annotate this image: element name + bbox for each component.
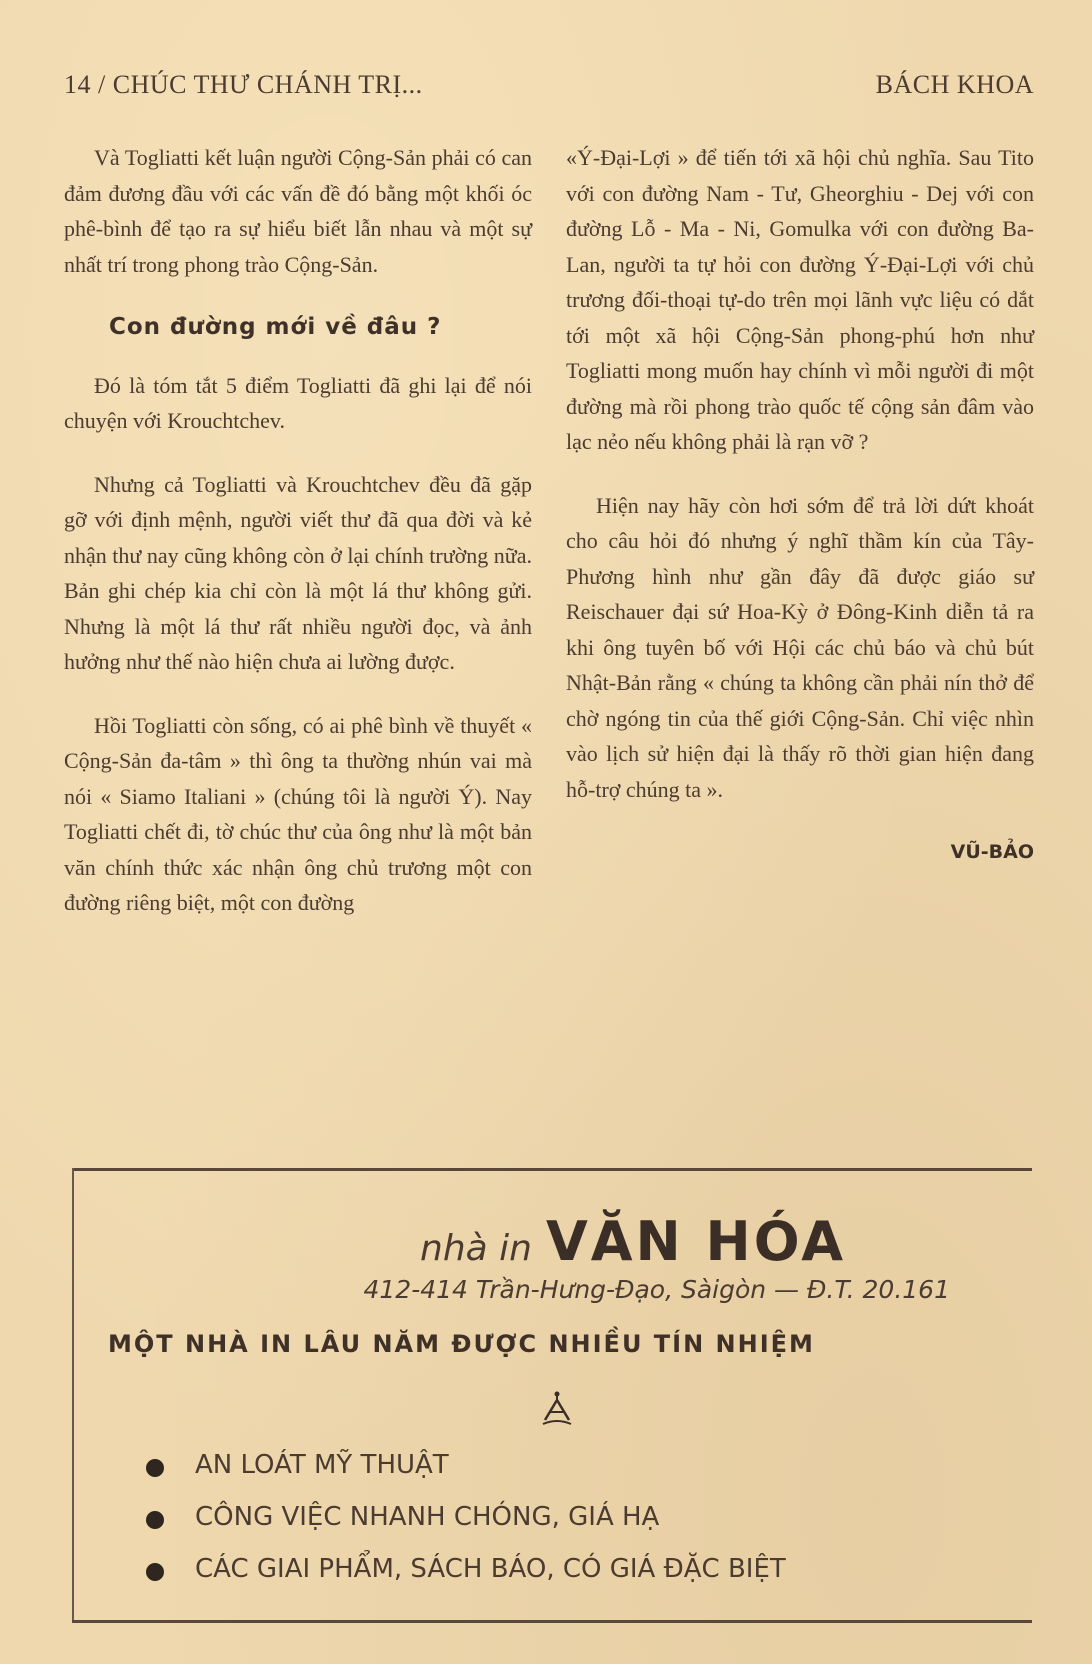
list-item-label: CÔNG VIỆC NHANH CHÓNG, GIÁ HẠ: [195, 1502, 660, 1532]
list-item-label: AN LOÁT MỸ THUẬT: [195, 1450, 449, 1480]
right-column: [566, 140, 1034, 871]
ad-brand: [420, 1210, 980, 1280]
ad-top-border: [72, 1168, 1032, 1171]
header-magazine-name: BÁCH KHOA: [875, 70, 1034, 99]
paragraph: Hồi Togliatti còn sống, có ai phê bình về thuyết « Cộng-Sản đa-tâm » thì ông ta thường nhún vai mà nói « Siamo Italiani » (chúng tôi là người Ý). Nay Togliatti chết đi, tờ chúc thư của ông như là một bản văn chính thức xác nhận ông chủ trương một con đường riêng biệt, một con đường: [64, 712, 532, 915]
list-item-label: CÁC GIAI PHẨM, SÁCH BÁO, CÓ GIÁ ĐẶC BIỆT: [195, 1554, 786, 1584]
page-header: [64, 70, 1034, 110]
paragraph: «Ý-Đại-Lợi » để tiến tới xã hội chủ nghĩa. Sau Tito với con đường Nam - Tư, Gheorghiu - Dej với con đường Lỗ - Ma - Ni, Gomulka với con đường Ba-Lan, người ta tự hỏi con đường Ý-Đại-Lợi với chủ trương đối-thoại tự-do trên mọi lãnh vực liệu có dắt tới một xã hội Cộng-Sản phong-phú hơn như Togliatti mong muốn hay chính vì mỗi người đi một đường mà rồi phong trào quốc tế cộng sản đâm vào lạc nẻo nếu không phải là rạn vỡ ?: [566, 145, 1034, 454]
ad-tagline: MỘT NHÀ IN LÂU NĂM ĐƯỢC NHIỀU TÍN NHIỆM: [108, 1330, 815, 1358]
list-item: [140, 1554, 1000, 1606]
left-column: [64, 140, 532, 949]
ad-address: 412-414 Trần-Hưng-Đạo, Sàigòn — Đ.T. 20.161: [363, 1275, 950, 1304]
header-page-title: 14 / CHÚC THƯ CHÁNH TRỊ...: [64, 70, 423, 99]
ad-services-list: [140, 1450, 1000, 1606]
ad-brand-prefix: nhà in: [420, 1228, 532, 1269]
paragraph: Nhưng cả Togliatti và Krouchtchev đều đã gặp gỡ với định mệnh, người viết thư đã qua đời và kẻ nhận thư nay cũng không còn ở lại chính trường nữa. Bản ghi chép kia chỉ còn là một lá thư không gửi. Nhưng là một lá thư rất nhiều người đọc, và ảnh hưởng như thế nào hiện chưa ai lường được.: [64, 471, 532, 674]
ad-bottom-border: [72, 1620, 1032, 1623]
author-signature: VŨ-BẢO: [950, 841, 1034, 863]
ornament-icon: [537, 1390, 577, 1430]
paragraph: Và Togliatti kết luận người Cộng-Sản phải có can đảm đương đầu với các vấn đề đó bằng một khối óc phê-bình để tạo ra sự hiểu biết lẫn nhau và một sự nhất trí trong phong trào Cộng-Sản.: [64, 145, 532, 277]
list-item: [140, 1502, 1000, 1554]
paragraph: Hiện nay hãy còn hơi sớm để trả lời dứt khoát cho câu hỏi đó nhưng ý nghĩ thầm kín của Tây-Phương hình như gần đây đã được giáo sư Reischauer đại sứ Hoa-Kỳ ở Đông-Kinh diễn tả ra khi ông tuyên bố với Hội các chủ báo và chủ bút Nhật-Bản rằng « chúng ta không cần phải nín thở để chờ ngóng tin của thế giới Cộng-Sản. Chỉ việc nhìn vào lịch sử hiện đại là thấy rõ thời gian hiện đang hỗ-trợ chúng ta ».: [566, 492, 1034, 802]
ad-left-border: [72, 1168, 74, 1623]
ad-brand-name: VĂN HÓA: [545, 1210, 846, 1273]
bullet-icon: [146, 1459, 164, 1477]
bullet-icon: [146, 1563, 164, 1581]
list-item: [140, 1450, 1000, 1502]
bullet-icon: [146, 1511, 164, 1529]
section-heading: Con đường mới về đâu ?: [109, 314, 442, 340]
paragraph: Đó là tóm tắt 5 điểm Togliatti đã ghi lại để nói chuyện với Krouchtchev.: [64, 372, 532, 433]
